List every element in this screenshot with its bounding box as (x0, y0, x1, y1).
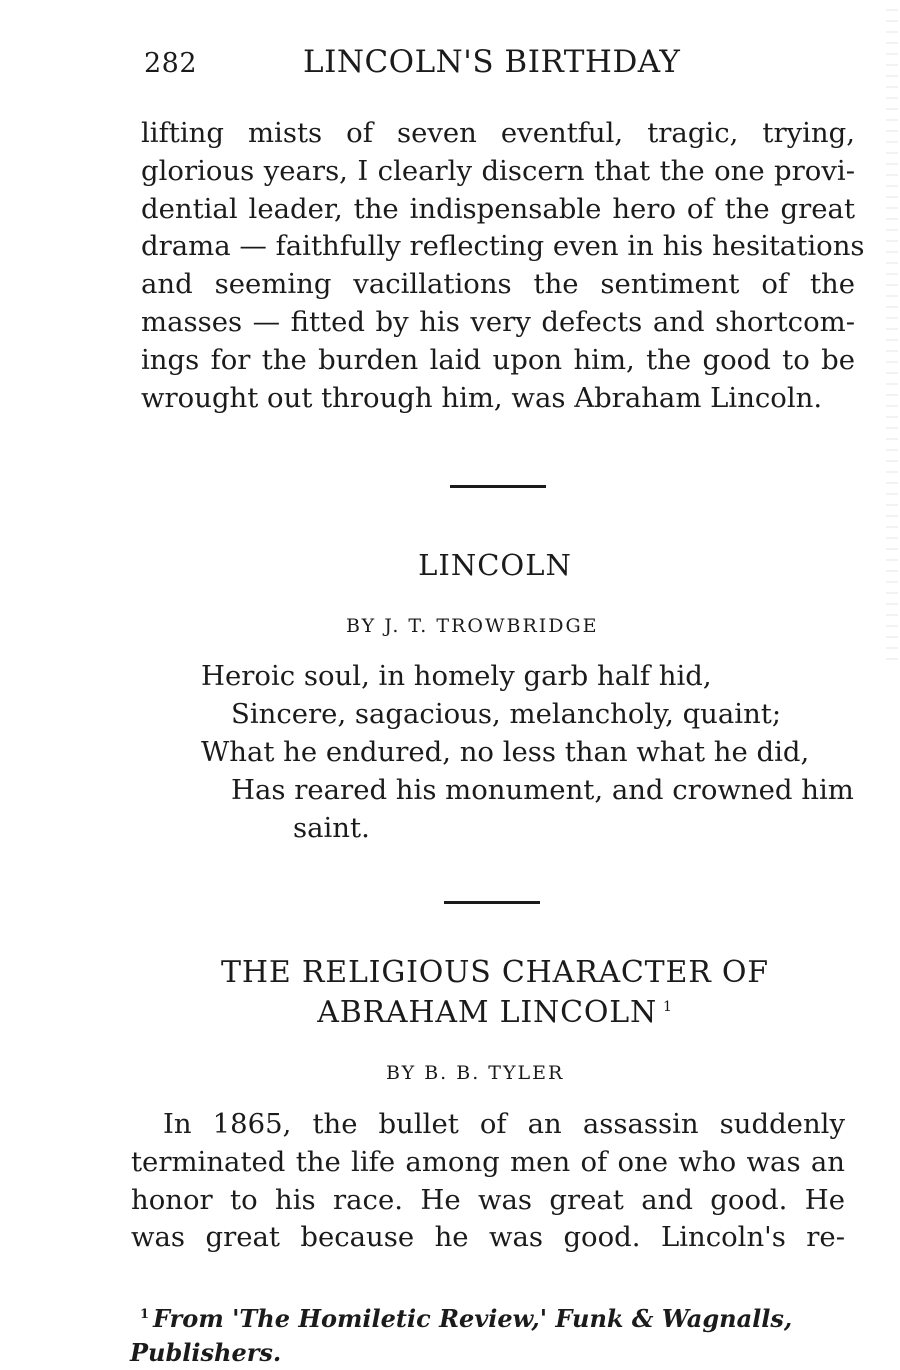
paragraph-line: terminated the life among men of one who was an (131, 1145, 845, 1178)
article-title-text: ABRAHAM LINCOLN (317, 995, 658, 1030)
article-title-line: THE RELIGIOUS CHARACTER OF (221, 955, 769, 990)
paragraph-line: drama — faithfully reflecting even in his hesitations (141, 230, 865, 263)
paragraph-line: wrought out through him, was Abraham Lincoln. (141, 381, 823, 414)
poem-line: Sincere, sagacious, melancholy, quaint; (231, 698, 782, 730)
paragraph-line: honor to his race. He was great and good. He (131, 1183, 845, 1216)
footnote (130, 1298, 860, 1370)
footnote-text: From 'The Homiletic Review,' Funk & Wagnalls, (153, 1304, 793, 1333)
poem-line: What he endured, no less than what he did, (201, 736, 810, 768)
paragraph-line: glorious years, I clearly discern that the one provi- (141, 154, 855, 187)
paragraph-line: In 1865, the bullet of an assassin suddenly (163, 1108, 845, 1140)
footnote-marker: 1 (663, 999, 673, 1015)
article-title-line (0, 995, 900, 1030)
paragraph-line: ings for the burden laid upon him, the good to be (141, 343, 855, 376)
running-head (140, 44, 860, 84)
article-byline: BY B. B. TYLER (386, 1062, 565, 1084)
paragraph-line: was great because he was good. Lincoln's re- (131, 1221, 845, 1254)
poem-line: saint. (293, 812, 370, 844)
poem-line: Has reared his monument, and crowned him (231, 774, 854, 806)
footnote-line (130, 1298, 860, 1336)
poem-byline: BY J. T. TROWBRIDGE (346, 615, 599, 637)
paragraph-line: and seeming vacillations the sentiment of the (141, 268, 855, 301)
continued-paragraph (141, 115, 865, 417)
running-title: LINCOLN'S BIRTHDAY (303, 44, 681, 80)
article-paragraph (131, 1106, 845, 1257)
paragraph-line: lifting mists of seven eventful, tragic, trying, (141, 117, 855, 149)
paragraph-line: dential leader, the indispensable hero of the great (141, 192, 855, 225)
footnote-number: 1 (140, 1307, 150, 1322)
paragraph-line: masses — fitted by his very defects and shortcom- (141, 305, 855, 338)
section-divider (444, 901, 540, 904)
poem-title: LINCOLN (418, 548, 572, 582)
page-number: 282 (144, 48, 198, 79)
footnote-line: Publishers. (130, 1338, 282, 1367)
poem-line: Heroic soul, in homely garb half hid, (201, 660, 712, 692)
section-divider (450, 485, 546, 488)
